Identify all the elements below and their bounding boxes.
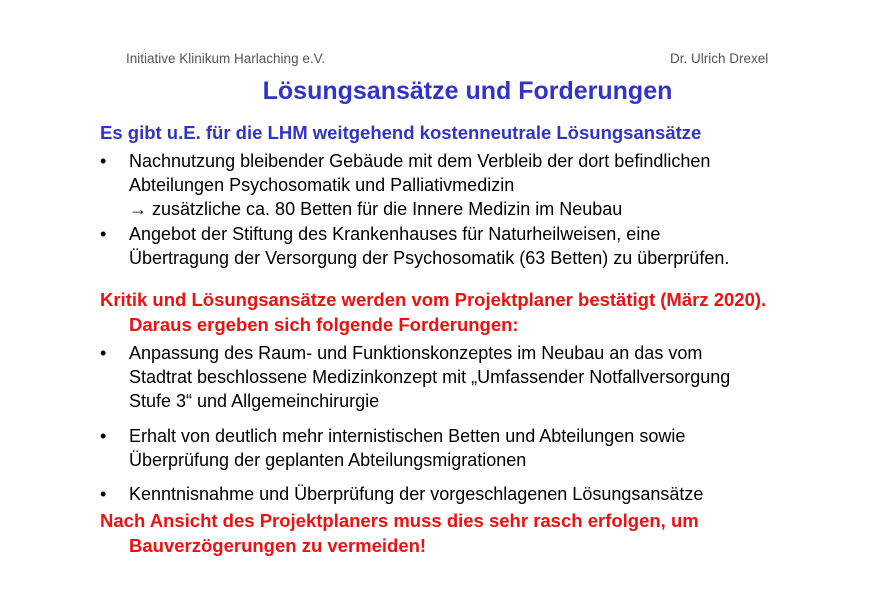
bullet-icon: • bbox=[100, 484, 107, 504]
list-item bbox=[100, 424, 860, 472]
solutions-list bbox=[100, 149, 860, 270]
section-demands bbox=[100, 287, 860, 506]
closing-line: Bauverzögerungen zu vermeiden! bbox=[129, 535, 427, 556]
closing-line: Nach Ansicht des Projektplaners muss dies sehr rasch erfolgen, um bbox=[100, 510, 699, 531]
list-item-line: Angebot der Stiftung des Krankenhauses für Naturheilweisen, eine bbox=[129, 224, 661, 244]
list-item-line: Kenntnisnahme und Überprüfung der vorgeschlagenen Lösungsansätze bbox=[129, 484, 704, 504]
demands-list bbox=[100, 341, 860, 506]
page-title: Lösungsansätze und Forderungen bbox=[262, 77, 673, 105]
list-item-line: Abteilungen Psychosomatik und Palliativmedizin bbox=[129, 175, 515, 195]
list-item-line: Stadtrat beschlossene Medizinkonzept mit „Umfassender Notfallversorgung bbox=[129, 367, 731, 387]
list-item bbox=[100, 222, 860, 270]
list-item bbox=[100, 482, 860, 506]
list-item bbox=[100, 341, 860, 413]
section-demands-heading: Kritik und Lösungsansätze werden vom Projektplaner bestätigt (März 2020). bbox=[100, 289, 767, 310]
list-item bbox=[100, 149, 860, 221]
list-item-line: Anpassung des Raum- und Funktionskonzeptes im Neubau an das vom bbox=[129, 343, 703, 363]
bullet-icon: • bbox=[100, 151, 107, 171]
list-item-line: Übertragung der Versorgung der Psychosomatik (63 Betten) zu überprüfen. bbox=[129, 248, 730, 268]
list-item-line: Nachnutzung bleibender Gebäude mit dem Verbleib der dort befindlichen bbox=[129, 151, 711, 171]
bullet-icon: • bbox=[100, 343, 107, 363]
list-item-line: Überprüfung der geplanten Abteilungsmigrationen bbox=[129, 450, 527, 470]
section-solutions-heading: Es gibt u.E. für die LHM weitgehend kostenneutrale Lösungsansätze bbox=[100, 122, 702, 143]
section-demands-subheading: Daraus ergeben sich folgende Forderungen: bbox=[129, 314, 519, 335]
list-item-line: Erhalt von deutlich mehr internistischen Betten und Abteilungen sowie bbox=[129, 426, 686, 446]
header-organization: Initiative Klinikum Harlaching e.V. bbox=[126, 51, 326, 66]
section-solutions bbox=[100, 121, 860, 270]
header-author: Dr. Ulrich Drexel bbox=[670, 51, 769, 66]
list-item-line: Stufe 3“ und Allgemeinchirurgie bbox=[129, 391, 380, 411]
bullet-icon: • bbox=[100, 426, 107, 446]
closing-statement bbox=[100, 508, 860, 558]
list-item-line: → zusätzliche ca. 80 Betten für die Innere Medizin im Neubau bbox=[129, 199, 623, 219]
bullet-icon: • bbox=[100, 224, 107, 244]
